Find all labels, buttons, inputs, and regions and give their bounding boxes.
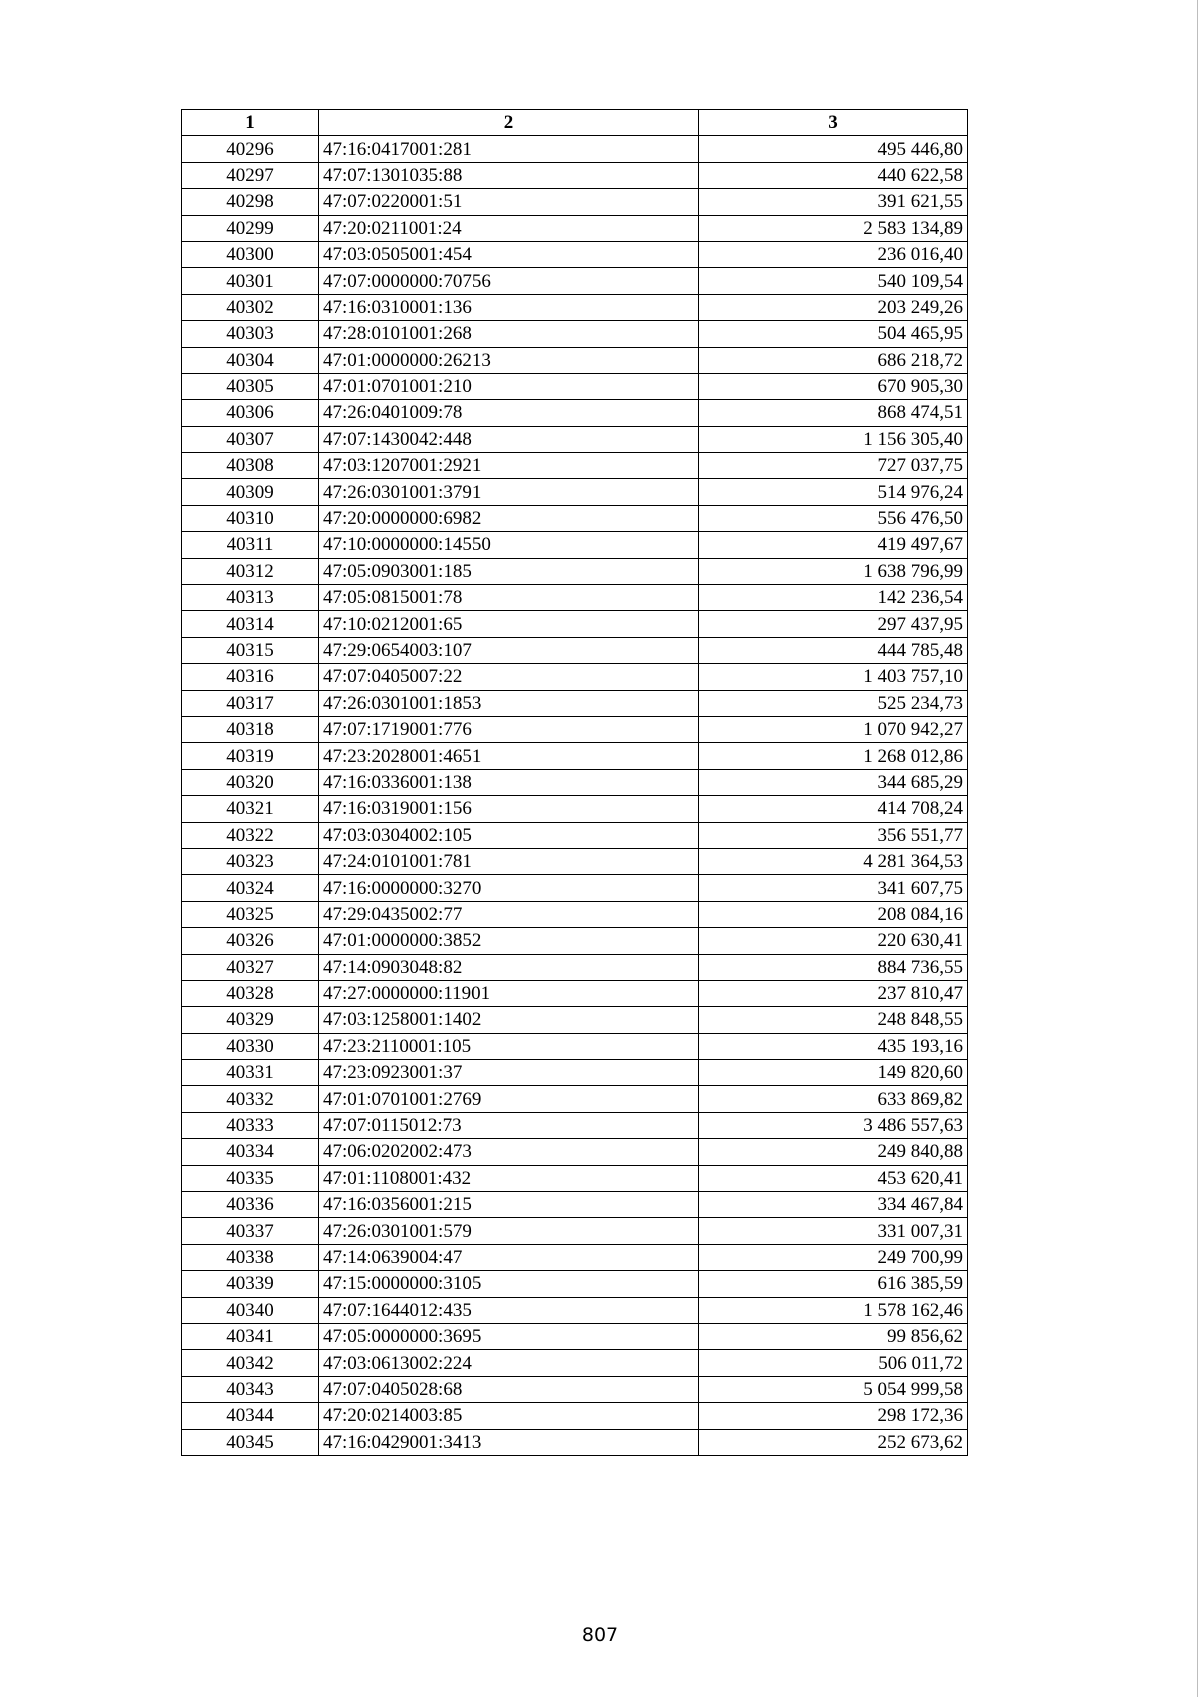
- cadastral-number-cell: 47:01:0000000:3852: [319, 928, 699, 954]
- table-row: [182, 1192, 968, 1218]
- value-cell: 4 281 364,53: [699, 848, 968, 874]
- value-cell: 453 620,41: [699, 1165, 968, 1191]
- value-cell: 344 685,29: [699, 769, 968, 795]
- row-number-cell: 40303: [182, 321, 319, 347]
- value-cell: 540 109,54: [699, 268, 968, 294]
- table-row: [182, 162, 968, 188]
- row-number-cell: 40296: [182, 136, 319, 162]
- table-row: [182, 743, 968, 769]
- table-row: [182, 796, 968, 822]
- value-cell: 2 583 134,89: [699, 215, 968, 241]
- cadastral-number-cell: 47:07:1644012:435: [319, 1297, 699, 1323]
- row-number-cell: 40324: [182, 875, 319, 901]
- value-cell: 220 630,41: [699, 928, 968, 954]
- row-number-cell: 40329: [182, 1007, 319, 1033]
- cadastral-number-cell: 47:07:1301035:88: [319, 162, 699, 188]
- table-row: [182, 294, 968, 320]
- value-cell: 1 403 757,10: [699, 664, 968, 690]
- row-number-cell: 40313: [182, 585, 319, 611]
- row-number-cell: 40332: [182, 1086, 319, 1112]
- cadastral-number-cell: 47:01:1108001:432: [319, 1165, 699, 1191]
- value-cell: 208 084,16: [699, 901, 968, 927]
- value-cell: 1 070 942,27: [699, 716, 968, 742]
- cadastral-number-cell: 47:05:0815001:78: [319, 585, 699, 611]
- row-number-cell: 40315: [182, 637, 319, 663]
- table-row: [182, 901, 968, 927]
- cadastral-number-cell: 47:16:0336001:138: [319, 769, 699, 795]
- cadastral-number-cell: 47:26:0301001:3791: [319, 479, 699, 505]
- cadastral-number-cell: 47:26:0401009:78: [319, 400, 699, 426]
- value-cell: 525 234,73: [699, 690, 968, 716]
- cadastral-number-cell: 47:16:0000000:3270: [319, 875, 699, 901]
- row-number-cell: 40317: [182, 690, 319, 716]
- table-row: [182, 136, 968, 162]
- table-row: [182, 637, 968, 663]
- row-number-cell: 40304: [182, 347, 319, 373]
- table-row: [182, 875, 968, 901]
- cadastral-number-cell: 47:29:0435002:77: [319, 901, 699, 927]
- cadastral-number-cell: 47:20:0000000:6982: [319, 505, 699, 531]
- cadastral-number-cell: 47:27:0000000:11901: [319, 980, 699, 1006]
- value-cell: 444 785,48: [699, 637, 968, 663]
- row-number-cell: 40310: [182, 505, 319, 531]
- table-row: [182, 1271, 968, 1297]
- value-cell: 356 551,77: [699, 822, 968, 848]
- value-cell: 556 476,50: [699, 505, 968, 531]
- table-row: [182, 1244, 968, 1270]
- table-row: [182, 1086, 968, 1112]
- cadastral-number-cell: 47:03:1207001:2921: [319, 453, 699, 479]
- table-row: [182, 1060, 968, 1086]
- row-number-cell: 40342: [182, 1350, 319, 1376]
- value-cell: 506 011,72: [699, 1350, 968, 1376]
- cadastral-number-cell: 47:03:0304002:105: [319, 822, 699, 848]
- cadastral-number-cell: 47:16:0417001:281: [319, 136, 699, 162]
- table-row: [182, 822, 968, 848]
- cadastral-number-cell: 47:07:0115012:73: [319, 1112, 699, 1138]
- table-row: [182, 215, 968, 241]
- value-cell: 633 869,82: [699, 1086, 968, 1112]
- cadastral-number-cell: 47:29:0654003:107: [319, 637, 699, 663]
- table-row: [182, 347, 968, 373]
- value-cell: 414 708,24: [699, 796, 968, 822]
- table-row: [182, 426, 968, 452]
- cadastral-number-cell: 47:14:0903048:82: [319, 954, 699, 980]
- row-number-cell: 40301: [182, 268, 319, 294]
- value-cell: 504 465,95: [699, 321, 968, 347]
- table-row: [182, 558, 968, 584]
- cadastral-number-cell: 47:20:0214003:85: [319, 1403, 699, 1429]
- column-header-3: 3: [699, 110, 968, 136]
- row-number-cell: 40300: [182, 241, 319, 267]
- cadastral-number-cell: 47:16:0319001:156: [319, 796, 699, 822]
- table-row: [182, 664, 968, 690]
- row-number-cell: 40335: [182, 1165, 319, 1191]
- table-row: [182, 1323, 968, 1349]
- cadastral-number-cell: 47:03:0505001:454: [319, 241, 699, 267]
- value-cell: 252 673,62: [699, 1429, 968, 1455]
- cadastral-number-cell: 47:20:0211001:24: [319, 215, 699, 241]
- cadastral-number-cell: 47:23:2110001:105: [319, 1033, 699, 1059]
- table-row: [182, 1218, 968, 1244]
- table-row: [182, 532, 968, 558]
- table-row: [182, 1007, 968, 1033]
- data-table: [181, 109, 968, 1456]
- row-number-cell: 40306: [182, 400, 319, 426]
- table-row: [182, 769, 968, 795]
- row-number-cell: 40318: [182, 716, 319, 742]
- row-number-cell: 40307: [182, 426, 319, 452]
- value-cell: 670 905,30: [699, 373, 968, 399]
- table-body: [182, 136, 968, 1456]
- cadastral-number-cell: 47:05:0903001:185: [319, 558, 699, 584]
- cadastral-number-cell: 47:07:1430042:448: [319, 426, 699, 452]
- table-row: [182, 928, 968, 954]
- table-row: [182, 268, 968, 294]
- value-cell: 331 007,31: [699, 1218, 968, 1244]
- header-row: [182, 110, 968, 136]
- row-number-cell: 40299: [182, 215, 319, 241]
- value-cell: 297 437,95: [699, 611, 968, 637]
- table-row: [182, 848, 968, 874]
- row-number-cell: 40334: [182, 1139, 319, 1165]
- cadastral-number-cell: 47:28:0101001:268: [319, 321, 699, 347]
- table-row: [182, 690, 968, 716]
- value-cell: 249 700,99: [699, 1244, 968, 1270]
- row-number-cell: 40328: [182, 980, 319, 1006]
- row-number-cell: 40337: [182, 1218, 319, 1244]
- value-cell: 616 385,59: [699, 1271, 968, 1297]
- cadastral-number-cell: 47:26:0301001:1853: [319, 690, 699, 716]
- cadastral-number-cell: 47:07:1719001:776: [319, 716, 699, 742]
- table-row: [182, 954, 968, 980]
- value-cell: 514 976,24: [699, 479, 968, 505]
- table-row: [182, 373, 968, 399]
- row-number-cell: 40331: [182, 1060, 319, 1086]
- row-number-cell: 40330: [182, 1033, 319, 1059]
- row-number-cell: 40298: [182, 189, 319, 215]
- value-cell: 435 193,16: [699, 1033, 968, 1059]
- value-cell: 203 249,26: [699, 294, 968, 320]
- row-number-cell: 40341: [182, 1323, 319, 1349]
- value-cell: 149 820,60: [699, 1060, 968, 1086]
- row-number-cell: 40333: [182, 1112, 319, 1138]
- value-cell: 1 638 796,99: [699, 558, 968, 584]
- row-number-cell: 40345: [182, 1429, 319, 1455]
- value-cell: 334 467,84: [699, 1192, 968, 1218]
- row-number-cell: 40327: [182, 954, 319, 980]
- row-number-cell: 40319: [182, 743, 319, 769]
- cadastral-number-cell: 47:26:0301001:579: [319, 1218, 699, 1244]
- table-row: [182, 453, 968, 479]
- cadastral-number-cell: 47:07:0220001:51: [319, 189, 699, 215]
- row-number-cell: 40302: [182, 294, 319, 320]
- value-cell: 727 037,75: [699, 453, 968, 479]
- row-number-cell: 40308: [182, 453, 319, 479]
- value-cell: 3 486 557,63: [699, 1112, 968, 1138]
- row-number-cell: 40325: [182, 901, 319, 927]
- value-cell: 1 578 162,46: [699, 1297, 968, 1323]
- value-cell: 884 736,55: [699, 954, 968, 980]
- value-cell: 99 856,62: [699, 1323, 968, 1349]
- row-number-cell: 40320: [182, 769, 319, 795]
- value-cell: 237 810,47: [699, 980, 968, 1006]
- value-cell: 249 840,88: [699, 1139, 968, 1165]
- table-row: [182, 980, 968, 1006]
- table-row: [182, 1376, 968, 1402]
- value-cell: 341 607,75: [699, 875, 968, 901]
- row-number-cell: 40340: [182, 1297, 319, 1323]
- table-row: [182, 479, 968, 505]
- cadastral-number-cell: 47:23:2028001:4651: [319, 743, 699, 769]
- cadastral-number-cell: 47:16:0310001:136: [319, 294, 699, 320]
- table-row: [182, 400, 968, 426]
- value-cell: 1 268 012,86: [699, 743, 968, 769]
- cadastral-number-cell: 47:03:0613002:224: [319, 1350, 699, 1376]
- row-number-cell: 40312: [182, 558, 319, 584]
- cadastral-number-cell: 47:01:0701001:2769: [319, 1086, 699, 1112]
- row-number-cell: 40305: [182, 373, 319, 399]
- row-number-cell: 40316: [182, 664, 319, 690]
- page-edge-line: [1197, 0, 1198, 1697]
- row-number-cell: 40343: [182, 1376, 319, 1402]
- row-number-cell: 40338: [182, 1244, 319, 1270]
- value-cell: 248 848,55: [699, 1007, 968, 1033]
- row-number-cell: 40311: [182, 532, 319, 558]
- cadastral-number-cell: 47:16:0429001:3413: [319, 1429, 699, 1455]
- cadastral-number-cell: 47:23:0923001:37: [319, 1060, 699, 1086]
- cadastral-number-cell: 47:01:0701001:210: [319, 373, 699, 399]
- value-cell: 142 236,54: [699, 585, 968, 611]
- row-number-cell: 40323: [182, 848, 319, 874]
- table-row: [182, 189, 968, 215]
- table-row: [182, 321, 968, 347]
- cadastral-number-cell: 47:07:0405028:68: [319, 1376, 699, 1402]
- row-number-cell: 40339: [182, 1271, 319, 1297]
- column-header-2: 2: [319, 110, 699, 136]
- value-cell: 236 016,40: [699, 241, 968, 267]
- cadastral-number-cell: 47:10:0212001:65: [319, 611, 699, 637]
- cadastral-number-cell: 47:15:0000000:3105: [319, 1271, 699, 1297]
- cadastral-number-cell: 47:01:0000000:26213: [319, 347, 699, 373]
- table-row: [182, 241, 968, 267]
- table-row: [182, 716, 968, 742]
- table-row: [182, 1033, 968, 1059]
- table-row: [182, 1350, 968, 1376]
- row-number-cell: 40314: [182, 611, 319, 637]
- row-number-cell: 40309: [182, 479, 319, 505]
- row-number-cell: 40297: [182, 162, 319, 188]
- cadastral-number-cell: 47:16:0356001:215: [319, 1192, 699, 1218]
- value-cell: 868 474,51: [699, 400, 968, 426]
- row-number-cell: 40326: [182, 928, 319, 954]
- cadastral-number-cell: 47:24:0101001:781: [319, 848, 699, 874]
- value-cell: 298 172,36: [699, 1403, 968, 1429]
- cadastral-number-cell: 47:07:0000000:70756: [319, 268, 699, 294]
- table-row: [182, 1165, 968, 1191]
- table-row: [182, 1403, 968, 1429]
- table-row: [182, 1429, 968, 1455]
- cadastral-number-cell: 47:10:0000000:14550: [319, 532, 699, 558]
- value-cell: 1 156 305,40: [699, 426, 968, 452]
- value-cell: 419 497,67: [699, 532, 968, 558]
- table-row: [182, 585, 968, 611]
- table-row: [182, 1139, 968, 1165]
- value-cell: 391 621,55: [699, 189, 968, 215]
- row-number-cell: 40321: [182, 796, 319, 822]
- row-number-cell: 40344: [182, 1403, 319, 1429]
- value-cell: 440 622,58: [699, 162, 968, 188]
- value-cell: 5 054 999,58: [699, 1376, 968, 1402]
- row-number-cell: 40322: [182, 822, 319, 848]
- page-number: 807: [581, 1624, 619, 1646]
- cadastral-number-cell: 47:14:0639004:47: [319, 1244, 699, 1270]
- table-row: [182, 1112, 968, 1138]
- value-cell: 495 446,80: [699, 136, 968, 162]
- table-row: [182, 611, 968, 637]
- cadastral-number-cell: 47:07:0405007:22: [319, 664, 699, 690]
- column-header-1: 1: [182, 110, 319, 136]
- row-number-cell: 40336: [182, 1192, 319, 1218]
- cadastral-number-cell: 47:05:0000000:3695: [319, 1323, 699, 1349]
- table-row: [182, 1297, 968, 1323]
- table-row: [182, 505, 968, 531]
- cadastral-number-cell: 47:06:0202002:473: [319, 1139, 699, 1165]
- cadastral-number-cell: 47:03:1258001:1402: [319, 1007, 699, 1033]
- value-cell: 686 218,72: [699, 347, 968, 373]
